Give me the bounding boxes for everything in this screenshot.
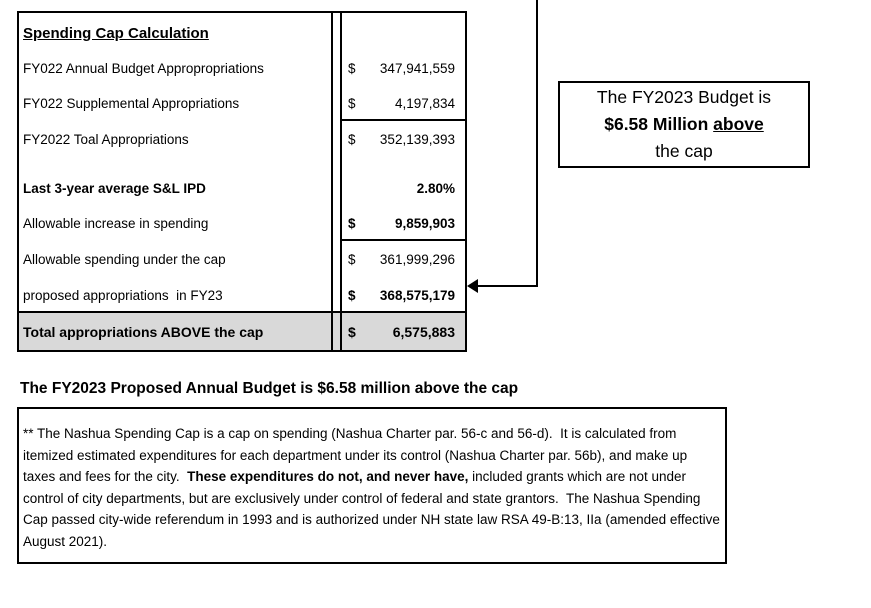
callout-line-1: The FY2023 Budget is [596,87,772,107]
left-arrowhead-icon [467,279,478,293]
callout-line-2 [604,111,764,138]
row-label-proposed-fy23: proposed appropriations in FY23 [23,287,223,303]
currency-symbol: $ [348,95,356,111]
spending-cap-table [17,11,467,352]
callout-above-word: above [713,114,764,134]
currency-symbol: $ [348,131,356,147]
currency-symbol: $ [348,215,356,231]
currency-symbol: $ [348,60,356,76]
row-label-total-appropriations: FY2022 Toal Appropriations [23,131,189,147]
amount: 2.80% [416,180,455,196]
row-value-supplemental [342,86,462,120]
footnote-text-start: ** The Nashua Spending Cap is a cap on spending (Nashua Charter par. 56-c and 56-d). It is calculated from itemized estimated expenditures for each department under its control (Nashua Charter par. 56b), and make up taxes and fees for the city. [23,426,691,484]
row-label-supplemental: FY022 Supplemental Appropriations [23,95,240,111]
total-row-divider-b [340,311,342,350]
amount: 361,999,296 [379,251,455,267]
amount: 368,575,179 [379,287,455,303]
connector-vertical-line [536,0,538,287]
total-row-value [342,313,462,350]
total-row-divider-a [331,311,333,350]
callout-line-3: the cap [655,141,713,161]
spending-cap-footnote [17,407,727,564]
connector-horizontal-line [473,285,538,287]
footnote-text-end: included grants which are not under control of city departments, but are exclusively under control of federal and state grantors. The Nashua Spending Cap passed city-wide referendum in 1993 and is authorized under NH state law RSA 49-B:13, IIa (amended effective August 2021). [23,469,723,549]
row-value-allowable-increase [342,206,462,240]
table-title: Spending Cap Calculation [23,24,209,42]
row-value-annual-budget [342,51,462,85]
amount: 352,139,393 [379,131,455,147]
currency-symbol: $ [348,251,356,267]
currency-symbol: $ [348,287,356,303]
row-value-allowable-spending [342,242,462,276]
page-heading: The FY2023 Proposed Annual Budget is $6.58 million above the cap [20,380,519,397]
currency-symbol: $ [348,323,356,340]
label-column-right-border [331,13,333,350]
footnote-text-bold: These expenditures do not, and never have, [187,469,469,484]
amount: 4,197,834 [394,95,455,111]
callout-amount: $6.58 Million [604,114,714,134]
row-label-allowable-spending: Allowable spending under the cap [23,251,226,267]
amount: 347,941,559 [379,60,455,76]
row-label-annual-budget: FY022 Annual Budget Appropropriations [23,60,264,76]
amount: 9,859,903 [394,215,455,231]
amount: 6,575,883 [392,323,455,340]
total-row-label: Total appropriations ABOVE the cap [23,323,264,340]
row-label-allowable-increase: Allowable increase in spending [23,215,209,231]
row-value-total-appropriations [342,122,462,156]
total-above-cap-row [19,311,465,350]
budget-above-cap-callout [558,81,810,168]
row-value-ipd-average [342,171,462,205]
row-value-proposed-fy23 [342,278,462,312]
row-label-ipd-average: Last 3-year average S&L IPD [23,180,206,196]
